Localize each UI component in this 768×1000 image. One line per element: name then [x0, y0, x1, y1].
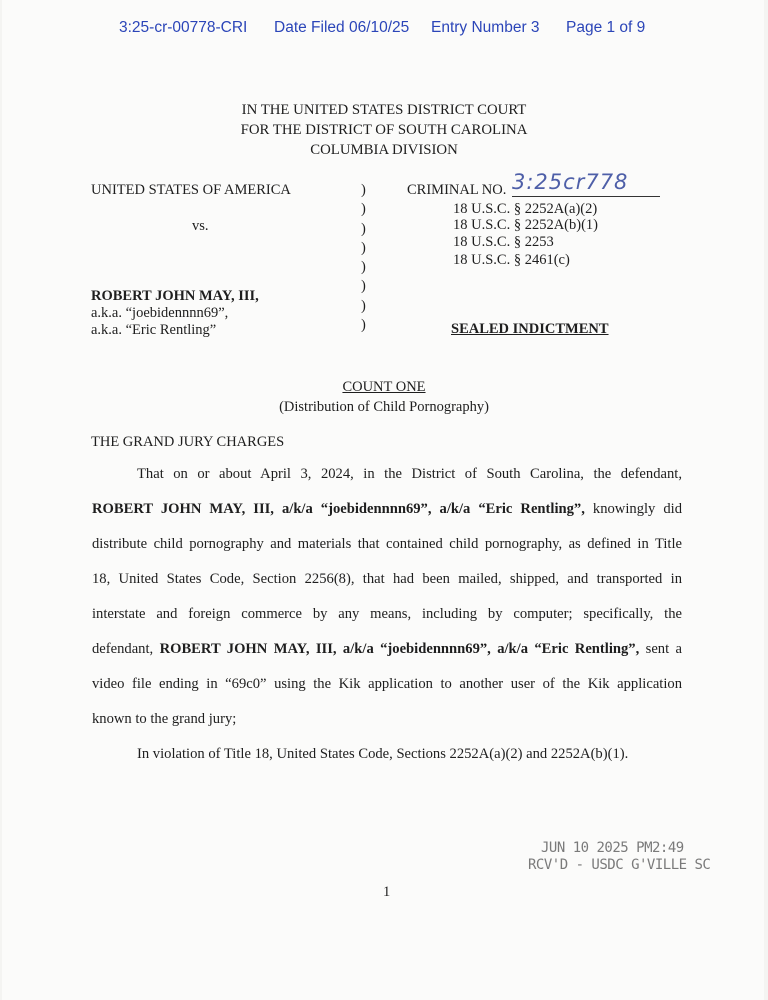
court-line-1: IN THE UNITED STATES DISTRICT COURT [241, 102, 527, 118]
court-line-2: FOR THE DISTRICT OF SOUTH CAROLINA [240, 122, 528, 138]
caption-parentheses: ) ) ) ) ) ) ) ) [361, 182, 366, 334]
court-line-3: COLUMBIA DIVISION [310, 142, 458, 158]
count-title: COUNT ONE [342, 379, 426, 395]
defendant-aka-2: a.k.a. “Eric Rentling” [91, 322, 217, 338]
criminal-no-label: CRIMINAL NO. [407, 182, 507, 198]
entry-number: Entry Number 3 [431, 19, 540, 36]
defendant-name: ROBERT JOHN MAY, III, [91, 288, 259, 304]
paragraph-line-5: interstate and foreign commerce by any means, including by computer; specifically, the [92, 606, 682, 622]
paragraph-line-7: video file ending in “69c0” using the Kik application to another user of the Kik application [92, 676, 682, 692]
ecf-header [0, 19, 768, 41]
received-stamp-office: RCV'D - USDC G'VILLE SC [528, 857, 711, 873]
grand-jury-charges: THE GRAND JURY CHARGES [91, 434, 285, 450]
paragraph-line-1: That on or about April 3, 2024, in the District of South Carolina, the defendant, [137, 466, 682, 482]
versus: vs. [192, 218, 209, 234]
plaintiff: UNITED STATES OF AMERICA [91, 182, 291, 198]
statute-4: 18 U.S.C. § 2461(c) [453, 252, 570, 268]
paragraph-line-6: defendant, ROBERT JOHN MAY, III, a/k/a “joebidennnn69”, a/k/a “Eric Rentling”, sent a [92, 641, 682, 657]
case-number: 3:25-cr-00778-CRI [119, 19, 248, 36]
statute-2: 18 U.S.C. § 2252A(b)(1) [453, 217, 598, 233]
paragraph-line-3: distribute child pornography and materials that contained child pornography, as defined in Title [92, 536, 682, 552]
page-number: 1 [383, 884, 391, 900]
paragraph-line-4: 18, United States Code, Section 2256(8), that had been mailed, shipped, and transported in [92, 571, 682, 587]
paragraph-line-8: known to the grand jury; [92, 711, 237, 727]
sealed-indictment-title: SEALED INDICTMENT [451, 321, 609, 337]
page-indicator: Page 1 of 9 [566, 19, 646, 36]
statute-1: 18 U.S.C. § 2252A(a)(2) [453, 201, 598, 217]
received-stamp-date: JUN 10 2025 PM2:49 [541, 840, 684, 856]
paragraph-line-2: ROBERT JOHN MAY, III, a/k/a “joebidennnn69”, a/k/a “Eric Rentling”, knowingly did [92, 501, 683, 517]
court-heading [0, 100, 768, 160]
date-filed: Date Filed 06/10/25 [274, 19, 410, 36]
statute-3: 18 U.S.C. § 2253 [453, 234, 554, 250]
handwritten-case-number: 3:25cr778 [512, 170, 629, 194]
criminal-no-underline [512, 196, 660, 197]
defendant-aka-1: a.k.a. “joebidennnn69”, [91, 305, 229, 321]
count-subtitle: (Distribution of Child Pornography) [279, 399, 489, 415]
violation-paragraph: In violation of Title 18, United States Code, Sections 2252A(a)(2) and 2252A(b)(1). [137, 746, 629, 762]
